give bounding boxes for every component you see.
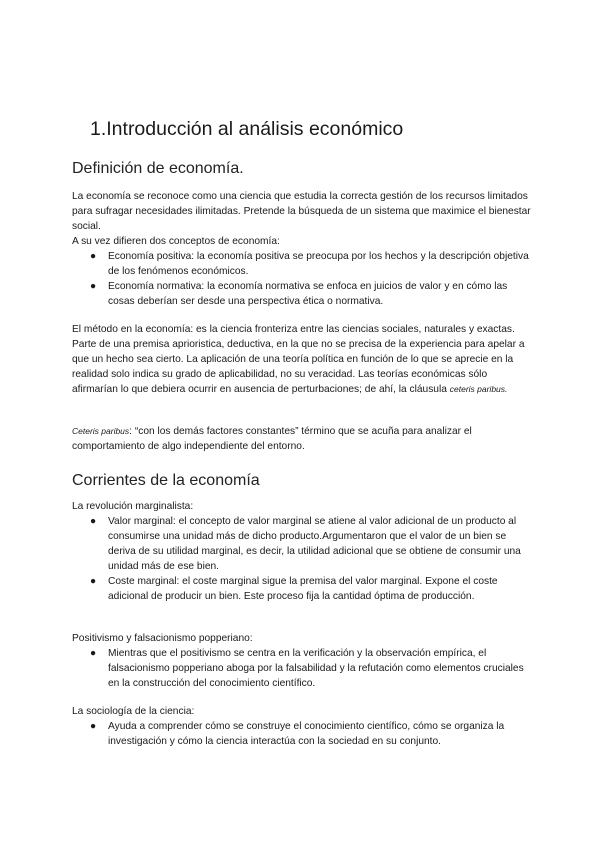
metodo-term: ceteris paribus. — [449, 384, 508, 394]
ceteris-paribus-definition — [72, 424, 532, 454]
marginalista-list — [72, 514, 532, 604]
section-heading-corrientes: Corrientes de la economía — [72, 472, 260, 489]
bullet-icon: ● — [90, 516, 97, 527]
positivismo-list — [72, 646, 532, 691]
ceteris-term: Ceteris paribus — [72, 426, 130, 436]
list-item — [72, 574, 532, 604]
group-label-sociologia: La sociología de la ciencia: — [72, 706, 195, 717]
list-item — [72, 646, 532, 691]
list-item — [72, 719, 532, 749]
metodo-paragraph — [72, 322, 532, 397]
bullet-icon: ● — [90, 721, 97, 732]
list-item-text: Economía positiva: la economía positiva se preocupa por los hechos y la descripción objetiva de los fenómenos económicos. — [108, 251, 529, 277]
group-label-positivismo: Positivismo y falsacionismo popperiano: — [72, 633, 253, 644]
group-label-marginalista: La revolución marginalista: — [72, 501, 194, 512]
definicion-intro: La economía se reconoce como una ciencia que estudia la correcta gestión de los recursos limitados para sufragar necesidades ilimitadas. Pretende la búsqueda de un sistema que maximice el bienestar social. — [72, 191, 531, 232]
bullet-icon: ● — [90, 576, 97, 587]
list-item — [72, 279, 532, 309]
section-heading-definicion: Definición de economía. — [72, 160, 244, 177]
list-item — [72, 249, 532, 279]
economia-types-list — [72, 249, 532, 309]
bullet-icon: ● — [90, 281, 97, 292]
list-item — [72, 514, 532, 574]
metodo-text: El método en la economía: es la ciencia fronteriza entre las ciencias sociales, naturales y exactas. Parte de una premisa aprioristica, deductiva, en la que no se precisa de la experiencia para apelar a que un hecho sea cierto. La aplicación de una teoría política en función de lo que se aprecie en la realidad solo indica su grado de aplicabilidad, no su veracidad. Las teorías económicas sólo afirmarían lo que debiera ocurrir en ausencia de perturbaciones; de ahí, la cláusula — [72, 324, 525, 395]
ceteris-def: : “con los demás factores constantes” término que se acuña para analizar el comportamiento de algo independiente del entorno. — [72, 426, 472, 452]
list-item-text: Ayuda a comprender cómo se construye el conocimiento científico, cómo se organiza la investigación y cómo la ciencia interactúa con la sociedad en su conjunto. — [108, 721, 505, 747]
list-item-text: Coste marginal: el coste marginal sigue la premisa del valor marginal. Expone el coste adicional de producir un bien. Este proceso fija la cantidad óptima de producción. — [108, 576, 498, 602]
bullet-icon: ● — [90, 648, 97, 659]
list-item-text: Economía normativa: la economía normativa se enfoca en juicios de valor y en cómo las cosas deberían ser desde una perspectiva ética o normativa. — [108, 281, 508, 307]
definicion-lead: A su vez difieren dos conceptos de economía: — [72, 236, 280, 247]
list-item-text: Valor marginal: el concepto de valor marginal se atiene al valor adicional de un producto al consumirse una unidad más de dicho producto.Argumentaron que el valor de un bien se deriva de su utilidad marginal, es decir, la utilidad adicional que se obtiene de consumir una unidad más de ese bien. — [108, 516, 521, 572]
list-item-text: Mientras que el positivismo se centra en la verificación y la observación empírica, el falsacionismo popperiano aboga por la falsabilidad y la refutación como elementos cruciales en la construcción del conocimiento científico. — [108, 648, 524, 689]
bullet-icon: ● — [90, 251, 97, 262]
page-title: 1.Introducción al análisis económico — [90, 118, 404, 140]
sociologia-list — [72, 719, 532, 749]
